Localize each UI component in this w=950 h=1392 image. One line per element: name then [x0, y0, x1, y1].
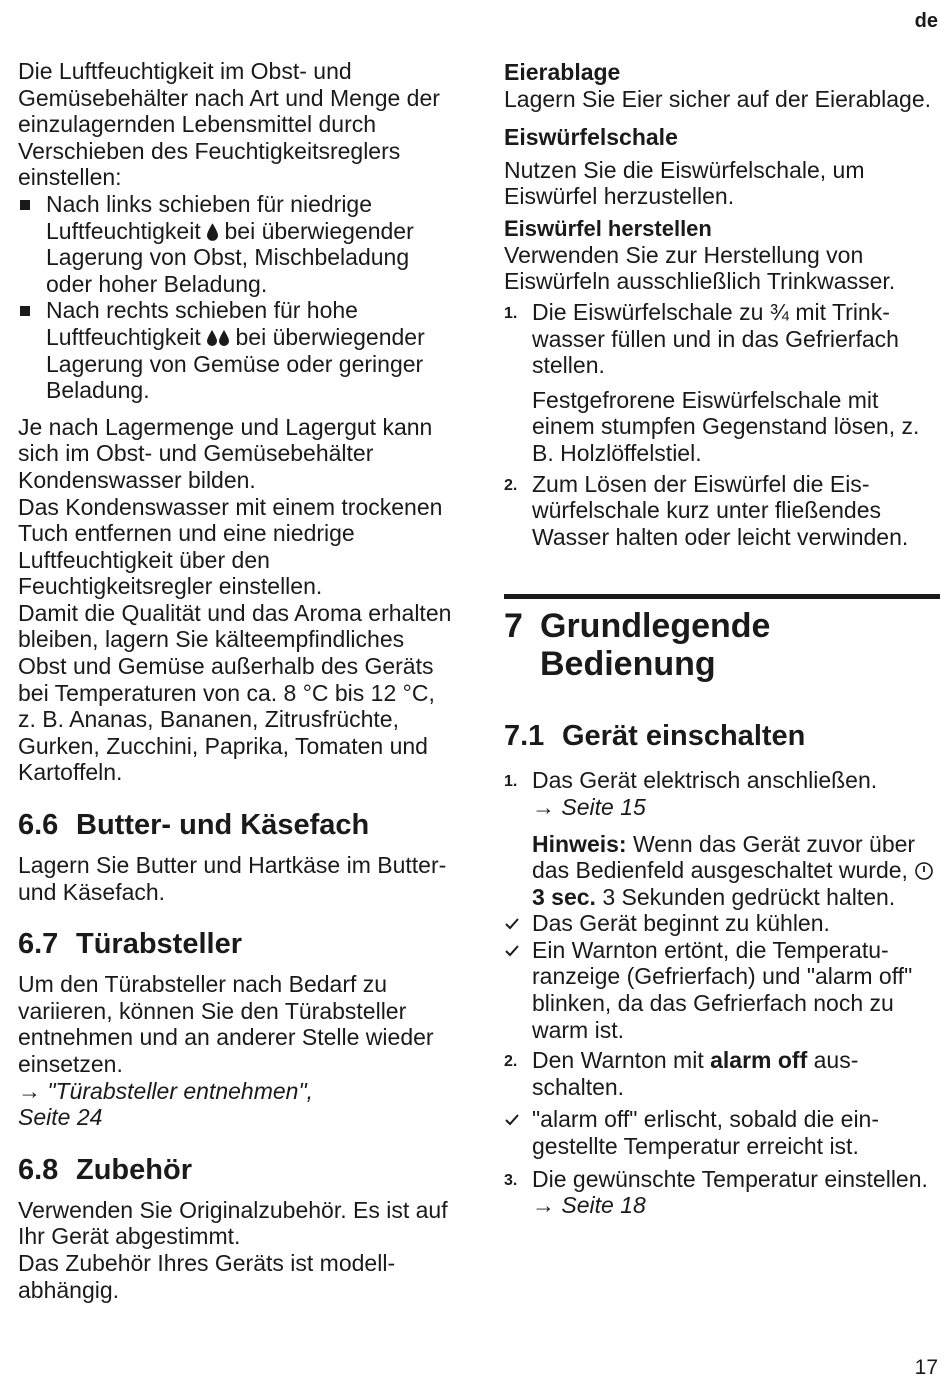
language-code: de — [914, 10, 938, 32]
door-shelf-reference-link[interactable]: → "Türabsteller entnehmen", Seite 24 — [18, 1077, 314, 1131]
double-drop-icon — [207, 329, 229, 347]
ice-step-1: 1. Die Eiswürfelschale zu ¾ mit Trinkwasser füllen und in das Gefrierfach stellen. — [504, 298, 899, 379]
make-ice-heading: Eiswürfel herstellen — [504, 215, 712, 241]
power-step-3-reference-link[interactable]: → Seite 18 — [532, 1192, 646, 1219]
butter-cheese-paragraph: Lagern Sie Butter und Hartkäse im Butter- und Käsefach. — [18, 852, 447, 905]
condensation-paragraph: Je nach Lagermenge und Lagergut kann sich im Obst- und Gemüsebehälter Kondenswasser bilden. — [18, 413, 433, 493]
bullet-high-humidity: Nach rechts schieben für hohe Luftfeuchtigkeit bei überwiegender Lagerung von Gemüse oder geringer Beladung. — [18, 297, 458, 403]
result-warning-tone: Ein Warnton ertönt, die Temperaturanzeige (Gefrierfach) und "alarm off" blinken, da das Gefrierfach noch zu warm ist. — [504, 937, 940, 1043]
drop-icon — [207, 223, 218, 241]
condensation-remove-paragraph: Das Kondenswasser mit einem trockenen Tuch entfernen und eine niedrige Luftfeuchtigkeit über den Feuchtigkeitsregler einstellen. — [18, 493, 443, 600]
check-icon — [504, 916, 520, 932]
power-step-3: 3. Die gewünschte Temperatur einstellen. → Seite 18 — [504, 1165, 928, 1219]
chapter-heading-7: 7 Grundlegende Bedienung — [504, 607, 771, 684]
chapter-rule — [504, 594, 940, 599]
section-heading-6-7: 6.7 Türabsteller — [18, 928, 242, 961]
egg-tray-heading: Eierablage — [504, 59, 621, 85]
power-icon — [914, 861, 934, 881]
arrow-icon: → — [532, 793, 555, 820]
ice-step-1-note: Festgefrorene Eiswürfelschale mit einem stumpfen Gegenstand lösen, z. B. Holzlöffelstiel. — [532, 386, 920, 466]
ice-tray-paragraph: Nutzen Sie die Eiswürfelschale, um Eiswürfel herzustellen. — [504, 156, 865, 210]
ice-tray-heading: Eiswürfelschale — [504, 123, 678, 150]
section-heading-6-6: 6.6 Butter- und Käsefach — [18, 809, 370, 842]
power-step-1-reference-link[interactable]: → Seite 15 — [532, 793, 646, 820]
arrow-icon: → — [532, 1192, 555, 1219]
power-step-2: 2. Den Warnton mit alarm off ausschalten. — [504, 1047, 859, 1100]
check-icon — [504, 1112, 520, 1128]
bullet-square-icon — [20, 306, 30, 316]
left-column — [18, 58, 458, 1303]
door-shelf-paragraph: Um den Türabsteller nach Bedarf zu variieren, können Sie den Türabsteller entnehmen und an anderer Stelle wieder einsetzen. — [18, 971, 434, 1077]
result-cooling: Das Gerät beginnt zu kühlen. — [504, 910, 940, 937]
arrow-icon: → — [18, 1077, 41, 1104]
section-heading-7-1: 7.1 Gerät einschalten — [504, 720, 806, 753]
section-heading-6-8: 6.8 Zubehör — [18, 1153, 192, 1186]
bullet-low-humidity: Nach links schieben für niedrige Luftfeuchtigkeit bei überwiegender Lagerung von Obst, Mischbeladung oder hoher Beladung. — [18, 191, 458, 297]
make-ice-paragraph: Verwenden Sie zur Herstellung von Eiswürfeln ausschließlich Trinkwasser. — [504, 241, 896, 295]
check-icon — [504, 943, 520, 959]
storage-temperature-paragraph: Damit die Qualität und das Aroma erhalten bleiben, lagern Sie kälteempfindliches Obst und Gemüse außerhalb des Geräts bei Temperaturen von ca. 8 °C bis 12 °C, z. B. Ananas, Bananen, Zitrusfrüchte, Gurken, Zucchini, Paprika, Tomaten und Kartoffeln. — [18, 599, 452, 786]
bullet-square-icon — [20, 200, 30, 210]
ice-step-2: 2. Zum Lösen der Eiswürfel die Eiswürfelschale kurz unter fließendes Wasser halten oder leicht verwinden. — [504, 470, 909, 550]
power-hint: Hinweis: Wenn das Gerät zuvor über das Bedienfeld ausgeschaltet wurde, 3 sec. 3 Sekunden gedrückt halten. — [504, 831, 940, 911]
result-alarm-off: "alarm off" erlischt, sobald die eingestellte Temperatur erreicht ist. — [504, 1106, 940, 1159]
egg-tray-paragraph: Lagern Sie Eier sicher auf der Eierablage. — [504, 86, 932, 112]
accessories-paragraph-2: Das Zubehör Ihres Geräts ist modellabhängig. — [18, 1249, 396, 1303]
power-step-1: 1. Das Gerät elektrisch anschließen. → Seite 15 — [504, 767, 878, 820]
right-column — [504, 58, 940, 1219]
page-number: 17 — [914, 1356, 938, 1379]
accessories-paragraph-1: Verwenden Sie Originalzubehör. Es ist auf Ihr Gerät abgestimmt. — [18, 1196, 448, 1250]
intro-paragraph: Die Luftfeuchtigkeit im Obst- und Gemüsebehälter nach Art und Menge der einzulagernden Lebensmittel durch Verschieben des Feuchtigkeitsreglers einstellen: — [18, 58, 440, 191]
